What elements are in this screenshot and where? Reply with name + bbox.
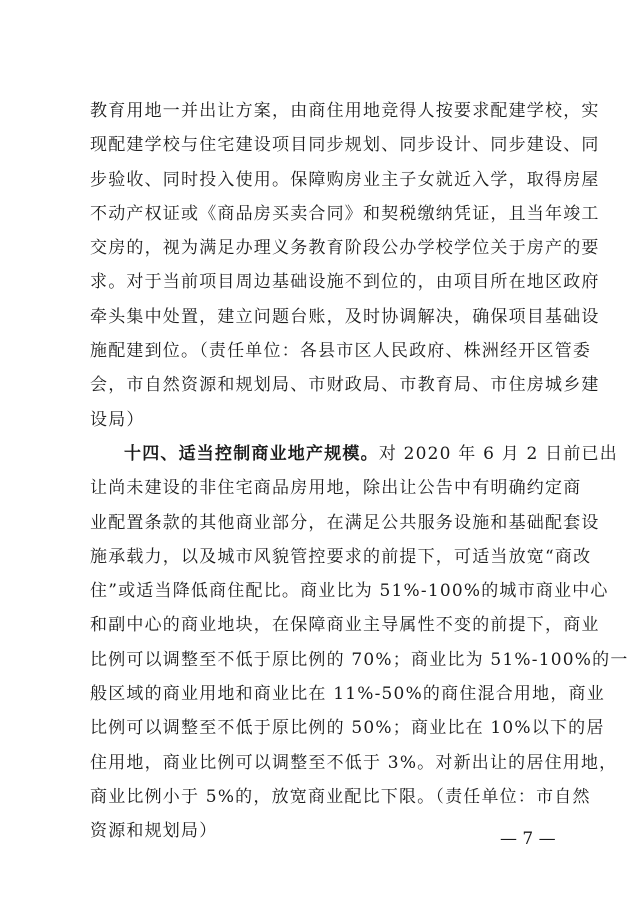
paragraph-line: 不动产权证或《商品房买卖合同》和契税缴纳凭证，且当年竣工	[90, 203, 600, 224]
paragraph-line: 般区域的商业用地和商业比在 11%-50%的商住混合用地，商业	[90, 684, 605, 705]
paragraph-line: 资源和规划局）	[90, 821, 218, 842]
paragraph-line: 交房的，视为满足办理义务教育阶段公办学校学位关于房产的要	[90, 238, 600, 259]
paragraph-line: 会，市自然资源和规划局、市财政局、市教育局、市住房城乡建	[90, 375, 600, 396]
paragraph-first-line	[90, 437, 618, 471]
paragraph-line: 步验收、同时投入使用。保障购房业主子女就近入学，取得房屋	[90, 169, 600, 190]
page-number: — 7 —	[500, 829, 556, 849]
paragraph-line: 设局）	[90, 409, 145, 430]
paragraph-line: 施承载力，以及城市风貌管控要求的前提下，可适当放宽“商改	[90, 546, 592, 567]
paragraph-line: 求。对于当前项目周边基础设施不到位的，由项目所在地区政府	[90, 272, 600, 293]
paragraph-line: 住”或适当降低商住配比。商业比为 51%-100%的城市商业中心	[90, 581, 609, 602]
paragraph-line: 现配建学校与住宅建设项目同步规划、同步设计、同步建设、同	[90, 135, 600, 156]
document-body	[90, 94, 629, 849]
paragraph-line: 牵头集中处置，建立问题台账，及时协调解决，确保项目基础设	[90, 306, 600, 327]
paragraph-line-rest: 对 2020 年 6 月 2 日前已出	[378, 443, 618, 464]
paragraph-line: 施配建到位。（责任单位：各县市区人民政府、株洲经开区管委	[90, 341, 592, 362]
paragraph-line: 比例可以调整至不低于原比例的 50%；商业比在 10%以下的居	[90, 718, 605, 739]
paragraph-line: 和副中心的商业地块，在保障商业主导属性不变的前提下，商业	[90, 615, 600, 636]
section-heading: 十四、适当控制商业地产规模。	[124, 443, 379, 464]
paragraph-line: 住用地，商业比例可以调整至不低于 3%。对新出让的居住用地，	[90, 752, 618, 773]
paragraph-line: 业配置条款的其他商业部分，在满足公共服务设施和基础配套设	[90, 512, 600, 533]
paragraph-2	[90, 437, 629, 849]
paragraph-1	[90, 94, 600, 437]
paragraph-line: 商业比例小于 5%的，放宽商业配比下限。（责任单位：市自然	[90, 786, 591, 807]
paragraph-line: 比例可以调整至不低于原比例的 70%；商业比为 51%-100%的一	[90, 649, 629, 670]
paragraph-line: 让尚未建设的非住宅商品房用地，除出让公告中有明确约定商	[90, 478, 582, 499]
paragraph-line: 教育用地一并出让方案，由商住用地竞得人按要求配建学校，实	[90, 101, 600, 121]
